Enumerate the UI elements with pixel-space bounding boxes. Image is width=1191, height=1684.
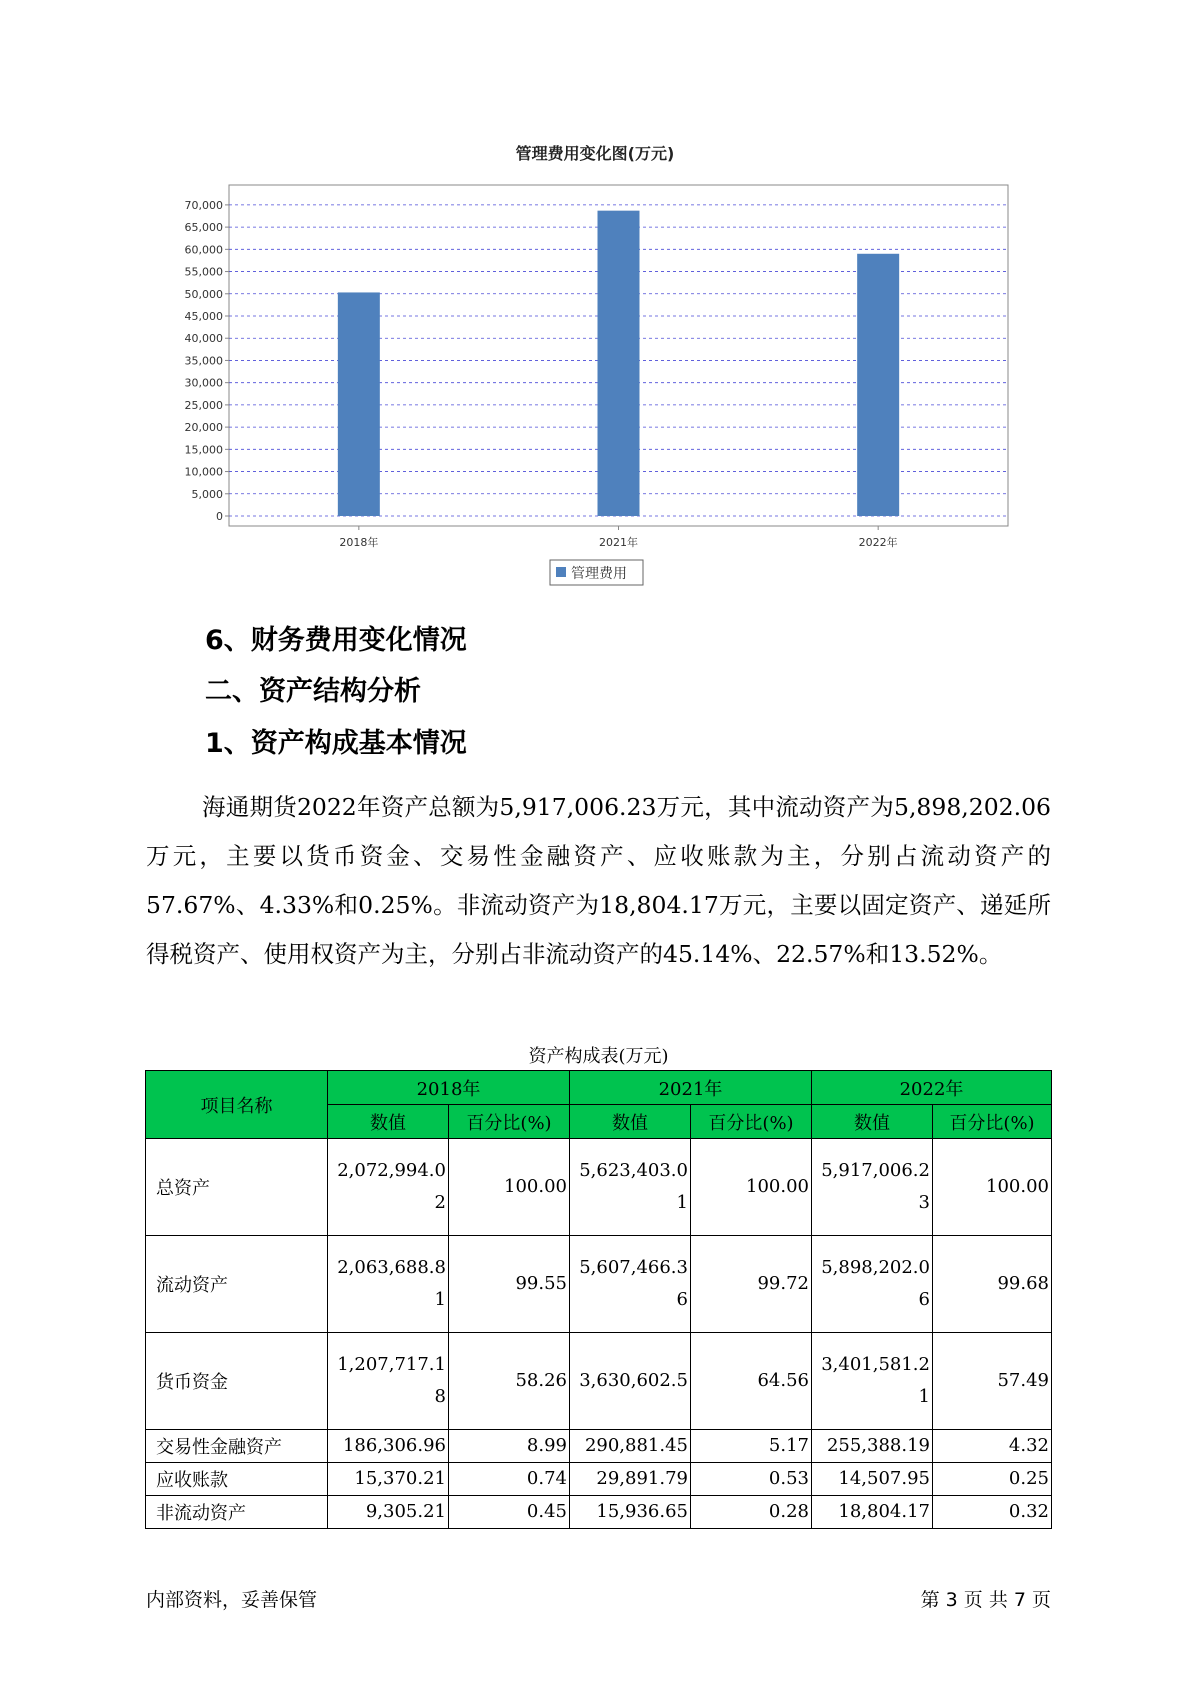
legend-label: 管理费用 [571, 566, 627, 582]
row-name: 非流动资产 [146, 1496, 328, 1529]
cell: 5,623,403.01 [570, 1139, 691, 1236]
x-axis [339, 526, 897, 549]
y-tick-label: 55,000 [184, 265, 223, 279]
subheader-value: 数值 [570, 1105, 691, 1139]
y-tick-label: 70,000 [184, 198, 223, 212]
cell: 290,881.45 [570, 1430, 691, 1463]
subheader-percent: 百分比(%) [933, 1105, 1052, 1139]
y-tick-label: 60,000 [184, 243, 223, 257]
y-tick-label: 0 [216, 510, 223, 523]
row-name: 流动资产 [146, 1236, 328, 1333]
cell: 18,804.17 [812, 1496, 933, 1529]
cell: 14,507.95 [812, 1463, 933, 1496]
header-year-2018: 2018年 [328, 1071, 570, 1105]
cell: 58.26 [449, 1333, 570, 1430]
cell: 100.00 [449, 1139, 570, 1236]
cell: 99.55 [449, 1236, 570, 1333]
table-row [146, 1139, 1052, 1236]
subheader-value: 数值 [812, 1105, 933, 1139]
cell: 15,936.65 [570, 1496, 691, 1529]
y-axis [185, 199, 230, 523]
cell: 1,207,717.18 [328, 1333, 449, 1430]
cell: 100.00 [933, 1139, 1052, 1236]
cell: 5,607,466.36 [570, 1236, 691, 1333]
legend [550, 560, 643, 585]
bar-2018年 [338, 292, 380, 516]
table-row [146, 1496, 1052, 1529]
table-row [146, 1333, 1052, 1430]
cell: 4.32 [933, 1430, 1052, 1463]
x-tick-label: 2022年 [858, 536, 898, 549]
heading-finance-expense: 6、财务费用变化情况 [205, 625, 467, 656]
cell: 0.74 [449, 1463, 570, 1496]
cell: 0.25 [933, 1463, 1052, 1496]
asset-summary-paragraph: 海通期货2022年资产总额为5,917,006.23万元，其中流动资产为5,898,202.06万元，主要以货币资金、交易性金融资产、应收账款为主，分别占流动资产的57.67%、4.33%和0.25%。非流动资产为18,804.17万元，主要以固定资产、递延所得税资产、使用权资产为主，分别占非流动资产的45.14%、22.57%和13.52%。 [146, 793, 1051, 968]
y-tick-label: 45,000 [184, 310, 223, 323]
row-name: 应收账款 [146, 1463, 328, 1496]
heading-asset-composition: 1、资产构成基本情况 [205, 728, 467, 759]
y-tick-label: 20,000 [184, 421, 223, 435]
cell: 5,917,006.23 [812, 1139, 933, 1236]
footer-page-number: 第 3 页 共 7 页 [920, 1589, 1051, 1611]
header-year-2022: 2022年 [812, 1071, 1052, 1105]
cell: 15,370.21 [328, 1463, 449, 1496]
cell: 29,891.79 [570, 1463, 691, 1496]
cell: 186,306.96 [328, 1430, 449, 1463]
subheader-value: 数值 [328, 1105, 449, 1139]
bar-2022年 [857, 254, 899, 516]
header-year-2021: 2021年 [570, 1071, 812, 1105]
cell: 64.56 [691, 1333, 812, 1430]
x-tick-label: 2021年 [599, 536, 638, 549]
cell: 0.53 [691, 1463, 812, 1496]
cell: 3,401,581.21 [812, 1333, 933, 1430]
cell: 5.17 [691, 1430, 812, 1463]
chart-title: 管理费用变化图(万元) [515, 144, 675, 163]
table-caption: 资产构成表(万元) [528, 1046, 669, 1067]
cell: 8.99 [449, 1430, 570, 1463]
y-tick-label: 40,000 [184, 332, 223, 346]
cell: 57.49 [933, 1333, 1052, 1430]
admin-expense-chart [0, 0, 1191, 600]
row-name: 总资产 [146, 1139, 328, 1236]
cell: 2,063,688.81 [328, 1236, 449, 1333]
bar-2021年 [598, 211, 640, 516]
y-tick-label: 65,000 [184, 221, 223, 235]
cell: 99.72 [691, 1236, 812, 1333]
subheader-percent: 百分比(%) [691, 1105, 812, 1139]
legend-swatch [556, 567, 566, 577]
cell: 0.45 [449, 1496, 570, 1529]
cell: 9,305.21 [328, 1496, 449, 1529]
header-item-name: 项目名称 [146, 1071, 328, 1139]
table-row [146, 1236, 1052, 1333]
cell: 99.68 [933, 1236, 1052, 1333]
asset-composition-table [145, 1070, 1052, 1529]
y-tick-label: 35,000 [184, 354, 223, 368]
footer-confidential-note: 内部资料，妥善保管 [146, 1589, 318, 1611]
y-tick-label: 10,000 [184, 465, 223, 479]
y-tick-label: 25,000 [184, 398, 223, 412]
heading-asset-structure: 二、资产结构分析 [205, 676, 421, 707]
cell: 5,898,202.06 [812, 1236, 933, 1333]
cell: 2,072,994.02 [328, 1139, 449, 1236]
y-tick-label: 50,000 [184, 287, 223, 301]
cell: 3,630,602.5 [570, 1333, 691, 1430]
cell: 0.32 [933, 1496, 1052, 1529]
x-tick-label: 2018年 [339, 536, 379, 549]
table-row [146, 1463, 1052, 1496]
table-row [146, 1430, 1052, 1463]
y-tick-label: 30,000 [184, 376, 223, 390]
cell: 255,388.19 [812, 1430, 933, 1463]
y-tick-label: 15,000 [184, 443, 223, 457]
row-name: 货币资金 [146, 1333, 328, 1430]
subheader-percent: 百分比(%) [449, 1105, 570, 1139]
cell: 0.28 [691, 1496, 812, 1529]
row-name: 交易性金融资产 [146, 1430, 328, 1463]
y-tick-label: 5,000 [191, 487, 223, 501]
cell: 100.00 [691, 1139, 812, 1236]
